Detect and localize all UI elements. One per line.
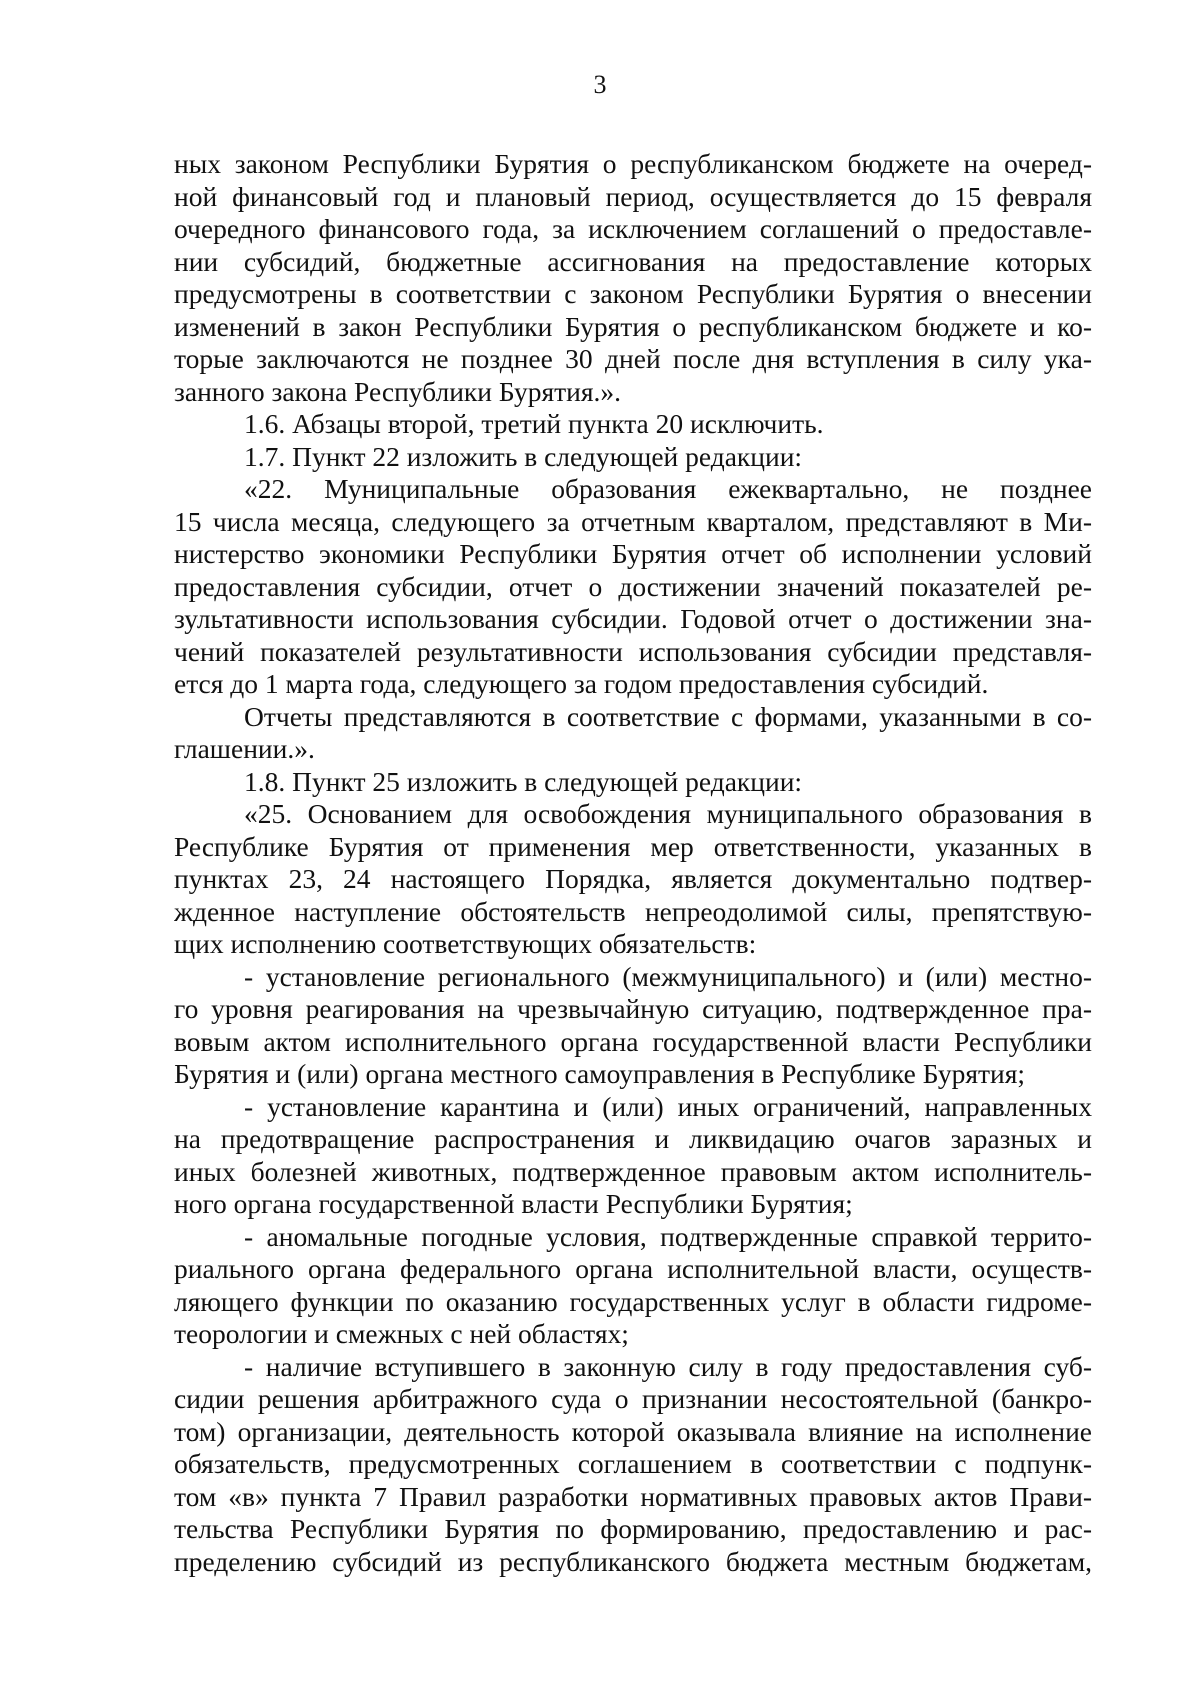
- text-line: 1.6. Абзацы второй, третий пункта 20 исключить.: [244, 408, 824, 439]
- text-line: сидии решения арбитражного суда о признании несостоятельной (банкро-: [174, 1383, 1092, 1414]
- text-line: жденное наступление обстоятельств непреодолимой силы, препятствую-: [174, 895, 1092, 927]
- text-line: Бурятия и (или) органа местного самоуправления в Республике Бурятия;: [174, 1058, 1025, 1089]
- text-line: риального органа федерального органа исполнительной власти, осуществ-: [174, 1253, 1092, 1284]
- text-line: ных законом Республики Бурятия о республиканском бюджете на очеред-: [174, 148, 1092, 179]
- text-line: вовым актом исполнительного органа государственной власти Республики: [174, 1025, 1092, 1057]
- text-line: глашении.».: [174, 733, 315, 764]
- text-line: «22. Муниципальные образования ежеквартально, не позднее: [244, 473, 1092, 504]
- text-line: ется до 1 марта года, следующего за годом предоставления субсидий.: [174, 668, 989, 699]
- text-line: Отчеты представляются в соответствие с формами, указанными в со-: [244, 700, 1092, 732]
- text-line: Республике Бурятия от применения мер ответственности, указанных в: [174, 830, 1092, 862]
- text-line: изменений в закон Республики Бурятия о республиканском бюджете и ко-: [174, 310, 1092, 342]
- text-line: 15 числа месяца, следующего за отчетным кварталом, представляют в Ми-: [174, 505, 1092, 537]
- text-line: пунктах 23, 24 настоящего Порядка, является документально подтвер-: [174, 863, 1092, 894]
- text-line: - установление карантина и (или) иных ограничений, направленных: [244, 1090, 1092, 1122]
- text-line: ляющего функции по оказанию государственных услуг в области гидроме-: [174, 1285, 1092, 1317]
- text-line: ного органа государственной власти Республики Бурятия;: [174, 1188, 853, 1219]
- text-line: на предотвращение распространения и ликвидацию очагов заразных и: [174, 1123, 1092, 1154]
- text-line: чений показателей результативности использования субсидии представля-: [174, 635, 1092, 667]
- text-line: предусмотрены в соответствии с законом Республики Бурятия о внесении: [174, 278, 1092, 309]
- text-line: торые заключаются не позднее 30 дней после дня вступления в силу ука-: [174, 343, 1092, 374]
- text-line: занного закона Республики Бурятия.».: [174, 375, 622, 407]
- text-line: «25. Основанием для освобождения муниципального образования в: [244, 798, 1092, 829]
- text-line: - наличие вступившего в законную силу в году предоставления суб-: [244, 1350, 1092, 1382]
- text-line: том) организации, деятельность которой оказывала влияние на исполнение: [174, 1415, 1092, 1447]
- text-line: нистерство экономики Республики Бурятия отчет об исполнении условий: [174, 538, 1092, 569]
- text-line: 1.8. Пункт 25 изложить в следующей редакции:: [244, 765, 803, 797]
- text-line: тельства Республики Бурятия по формированию, предоставлению и рас-: [174, 1513, 1092, 1544]
- text-line: обязательств, предусмотренных соглашением в соответствии с подпунк-: [174, 1448, 1092, 1479]
- text-line: предоставления субсидии, отчет о достижении значений показателей ре-: [174, 570, 1092, 602]
- text-line: 1.7. Пункт 22 изложить в следующей редакции:: [244, 440, 803, 472]
- text-line: очередного финансового года, за исключением соглашений о предоставле-: [174, 213, 1092, 244]
- text-line: пределению субсидий из республиканского бюджета местным бюджетам,: [174, 1545, 1092, 1577]
- text-line: зультативности использования субсидии. Годовой отчет о достижении зна-: [174, 603, 1092, 634]
- text-line: нии субсидий, бюджетные ассигнования на предоставление которых: [174, 245, 1092, 277]
- text-line: том «в» пункта 7 Правил разработки нормативных правовых актов Прави-: [174, 1480, 1092, 1512]
- page-number: 3: [593, 70, 607, 99]
- text-line: иных болезней животных, подтвержденное правовым актом исполнитель-: [174, 1155, 1092, 1187]
- text-line: го уровня реагирования на чрезвычайную ситуацию, подтвержденное пра-: [174, 993, 1092, 1024]
- text-line: щих исполнению соответствующих обязательств:: [174, 928, 757, 959]
- text-line: ной финансовый год и плановый период, осуществляется до 15 февраля: [174, 180, 1092, 212]
- document-body: [174, 148, 1092, 1578]
- text-line: теорологии и смежных с ней областях;: [174, 1318, 629, 1349]
- text-line: - установление регионального (межмуниципального) и (или) местно-: [244, 960, 1092, 992]
- text-line: - аномальные погодные условия, подтвержденные справкой террито-: [244, 1220, 1092, 1252]
